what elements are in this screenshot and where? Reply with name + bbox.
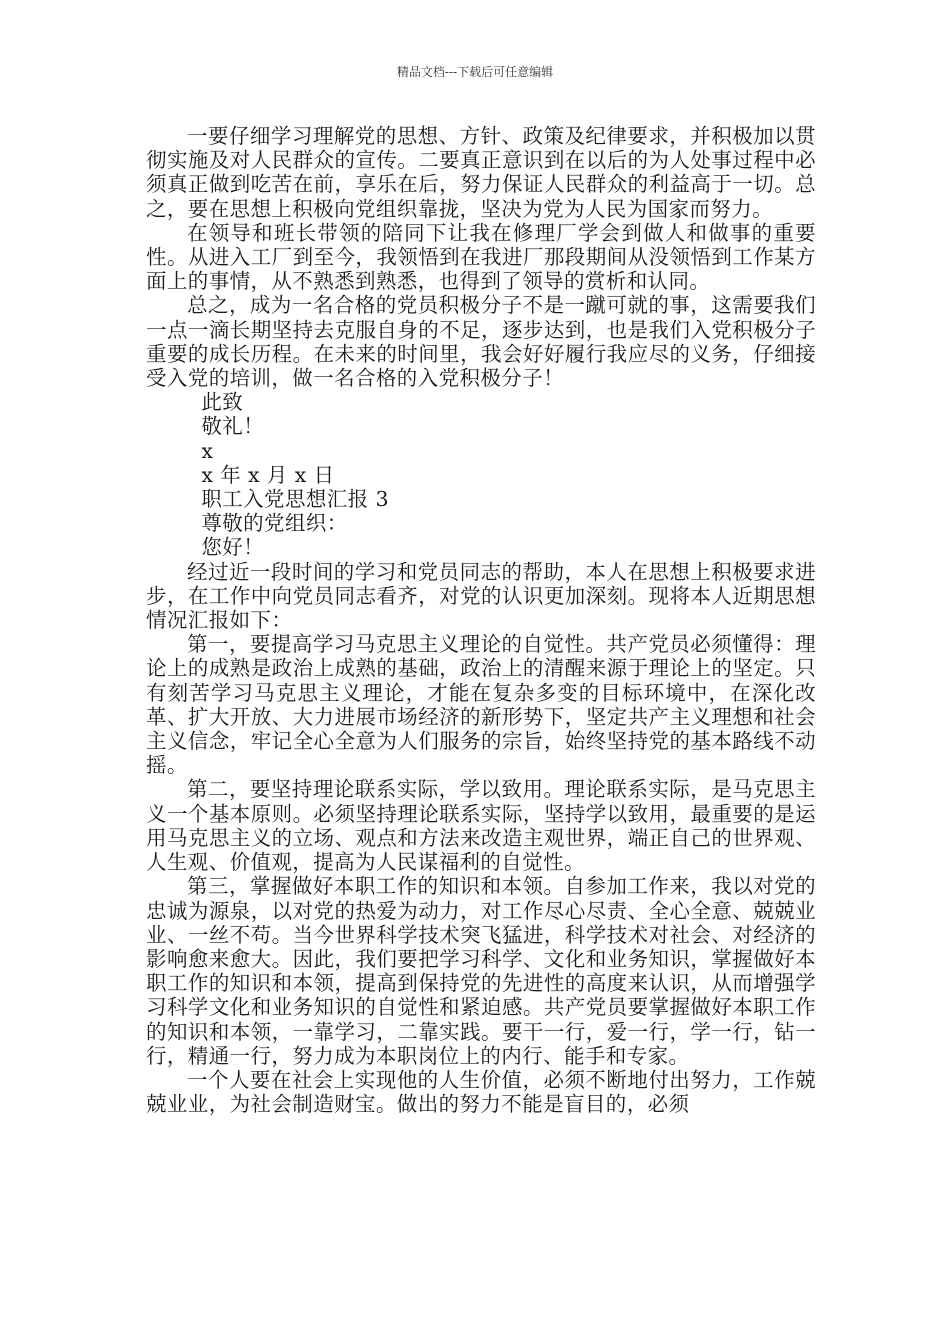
paragraph: 在领导和班长带领的陪同下让我在修理厂学会到做人和做事的重要性。从进入工厂到至今，我领悟到在我进厂那段期间从没领悟到工作某方面上的事情，从不熟悉到熟悉，也得到了领导的赏析和认同。 <box>146 220 816 294</box>
date-line: x 年 x 月 x 日 <box>201 462 335 487</box>
paragraph: 一个人要在社会上实现他的人生价值，必须不断地付出努力，工作兢兢业业，为社会制造财宝。做出的努力不能是盲目的，必须 <box>146 1067 816 1117</box>
recipient-line: 尊敬的党组织： <box>201 511 348 536</box>
signature: x <box>201 438 214 463</box>
page-header: 精品文档---下载后可任意编辑 <box>396 65 554 79</box>
greeting-line: 您好！ <box>201 535 265 560</box>
paragraph: 一要仔细学习理解党的思想、方针、政策及纪律要求，并积极加以贯彻实施及对人民群众的宣传。二要真正意识到在以后的为人处事过程中必须真正做到吃苦在前，享乐在后，努力保证人民群众的利益高于一切。总之，要在思想上积极向党组织靠拢，坚决为党为人民为国家而努力。 <box>146 124 816 221</box>
paragraph: 经过近一段时间的学习和党员同志的帮助，本人在思想上积极要求进步，在工作中向党员同志看齐，对党的认识更加深刻。现将本人近期思想情况汇报如下： <box>146 559 816 633</box>
document-body <box>146 124 816 1116</box>
paragraph: 第二，要坚持理论联系实际，学以致用。理论联系实际，是马克思主义一个基本原则。必须坚持理论联系实际，坚持学以致用，最重要的是运用马克思主义的立场、观点和方法来改造主观世界，端正自己的世界观、人生观、价值观，提高为人民谋福利的自觉性。 <box>146 777 816 875</box>
paragraph: 总之，成为一名合格的党员积极分子不是一蹴可就的事，这需要我们一点一滴长期坚持去克服自身的不足，逐步达到，也是我们入党积极分子重要的成长历程。在未来的时间里，我会好好履行我应尽的义务，仔细接受入党的培训，做一名合格的入党积极分子！ <box>146 293 816 391</box>
closing-salutation: 此致 <box>201 390 244 415</box>
paragraph: 第一，要提高学习马克思主义理论的自觉性。共产党员必须懂得：理论上的成熟是政治上成熟的基础，政治上的清醒来源于理论上的坚定。只有刻苦学习马克思主义理论，才能在复杂多变的目标环境中，在深化改革、扩大开放、大力进展市场经济的新形势下，坚定共产主义理想和社会主义信念，牢记全心全意为人们服务的宗旨，始终坚持党的基本路线不动摇。 <box>146 632 816 778</box>
closing-regards: 敬礼！ <box>201 414 265 439</box>
report-title: 职工入党思想汇报 3 <box>201 487 389 512</box>
paragraph: 第三，掌握做好本职工作的知识和本领。自参加工作来，我以对党的忠诚为源泉，以对党的热爱为动力，对工作尽心尽责、全心全意、兢兢业业、一丝不苟。当今世界科学技术突飞猛进，科学技术对社会、对经济的影响愈来愈大。因此，我们要把学习科学、文化和业务知识，掌握做好本职工作的知识和本领，提高到保持党的先进性的高度来认识，从而增强学习科学文化和业务知识的自觉性和紧迫感。共产党员要掌握做好本职工作的知识和本领，一靠学习，二靠实践。要干一行，爱一行，学一行，钻一行，精通一行，努力成为本职岗位上的内行、能手和专家。 <box>146 874 816 1068</box>
